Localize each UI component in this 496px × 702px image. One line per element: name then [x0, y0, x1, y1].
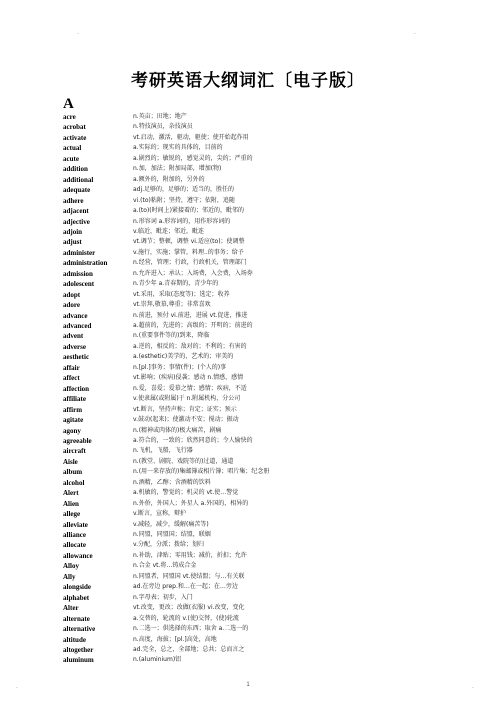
vocab-word: adequate	[63, 186, 91, 195]
vocab-word: affect	[63, 374, 80, 383]
vocab-word: alcohol	[63, 478, 85, 487]
vocab-definition: n.(用一来存放的)集邮簿或相片簿；唱片集；纪念册	[133, 468, 270, 476]
vocab-definition: n.(教堂、剧院、戏院等的)过道，通道	[133, 457, 234, 465]
vocab-word: agreeable	[63, 436, 92, 445]
vocab-definition: n.英亩；田地；地产	[133, 113, 187, 120]
vocab-definition: n.二选一；供选择的东西；取舍 a.二选一的	[133, 625, 249, 633]
vocab-definition: a.剧烈的；敏锐的，感觉灵的，尖的；严重的	[133, 154, 253, 162]
vocab-definition: v.减轻，减少，缓解(痛苦等)	[133, 520, 209, 528]
vocab-definition: a.(to)(时间上)紧接着的；邻近的，毗邻的	[133, 207, 244, 215]
vocab-definition: n.爱，喜爱；爱慕之情；感情；疾病，不适	[133, 384, 247, 392]
vocab-word: adjective	[63, 217, 90, 226]
vocab-word: acre	[63, 113, 76, 121]
vocab-word: additional	[63, 175, 94, 184]
vocab-definition: a.符合的，一致的；欣然同意的；令人愉快的	[133, 436, 253, 444]
vocab-definition: ad.完全，总之，全部地；总共；总而言之	[133, 645, 245, 653]
vocab-word: agitate	[63, 416, 84, 425]
vocab-word: acute	[63, 154, 79, 163]
section-heading: A	[63, 96, 74, 112]
vocab-definition: vt.采用，采取(态度等)；选定；收养	[133, 290, 230, 298]
vocab-definition: vt.调节；整顿，调整 vi.适应(to)；使调整	[133, 238, 245, 246]
vocab-definition: v.鼓动(起来)；使激动不安；搅动；振动	[133, 416, 239, 424]
vocab-word: administer	[63, 248, 96, 257]
corner-mark-top-right: ·	[414, 31, 416, 38]
vocab-definition: n.(aluminium)铝	[133, 656, 182, 664]
vocab-definition: a.逆的，相反的；敌对的；不利的；有害的	[133, 342, 247, 350]
vocab-word: alternative	[63, 625, 96, 634]
vocab-word: administration	[63, 259, 108, 268]
vocab-word: Aisle	[63, 457, 78, 466]
vocab-word: affiliate	[63, 395, 86, 404]
vocab-word: alongside	[63, 583, 92, 592]
corner-mark-bottom-left: ·	[16, 685, 18, 692]
vocab-word: advent	[63, 332, 84, 341]
vocab-word: Alloy	[63, 562, 79, 571]
vocab-word: adopt	[63, 290, 81, 299]
vocab-definition: n.加，加法；附加局部，增加(物)	[133, 165, 222, 173]
vocab-word: addition	[63, 165, 88, 174]
vocab-definition: n.形容词 a.形容词的，用作形容词的	[133, 217, 231, 225]
vocab-word: adjacent	[63, 207, 89, 216]
vocab-word: Alert	[63, 489, 79, 498]
vocab-word: admission	[63, 269, 93, 278]
vocab-definition: n.青少年 a.青春期的，青少年的	[133, 280, 219, 288]
vocab-definition: a.机敏的，警觉的；机灵的 vt.使…警觉	[133, 489, 239, 497]
vocab-definition: a.额外的，附加的，另外的	[133, 175, 205, 183]
vocab-word: adjust	[63, 238, 82, 247]
vocab-definition: vi.(to)粘附；坚持，遵守；依附，追随	[133, 196, 235, 204]
vocab-definition: n.字母表；初步，入门	[133, 593, 193, 601]
vocab-definition: vt.改变，更改；改做(衣服) vi.改变，变化	[133, 604, 245, 612]
corner-mark-bottom-right: ·	[472, 685, 474, 692]
vocab-definition: n.外侨，外国人；外星人 a.外国的，相异的	[133, 499, 249, 507]
vocab-definition: vt.崇拜,敬慕,尊重；非常喜欢	[133, 301, 211, 309]
vocab-definition: n.补助，津贴；零用钱；减价，折扣；允许	[133, 551, 247, 559]
vocab-word: alleviate	[63, 520, 88, 529]
vocab-word: alliance	[63, 531, 86, 539]
vocab-definition: n.高度，海拔；[pl.]高处，高地	[133, 635, 217, 643]
vocab-word: advanced	[63, 322, 92, 330]
vocab-definition: v.临近，毗连；邻近，毗连	[133, 227, 204, 235]
vocab-word: actual	[63, 144, 82, 153]
vocab-definition: n.酒精，乙醇；含酒精的饮料	[133, 478, 211, 486]
vocab-word: alternate	[63, 614, 90, 623]
vocab-definition: ad.在旁边 prep.和…在一起；在…旁边	[133, 583, 238, 591]
vocab-word: adverse	[63, 342, 86, 351]
vocab-definition: a.交替的，轮流的 v.(使)交替，(使)轮流	[133, 614, 239, 622]
vocab-word: affirm	[63, 405, 83, 414]
vocab-word: aircraft	[63, 447, 86, 456]
vocab-word: Alien	[63, 499, 79, 508]
vocab-word: adjoin	[63, 227, 83, 236]
vocab-word: allowance	[63, 551, 93, 560]
vocab-definition: v.施行，实施；掌管，料理..的事务；给予	[133, 248, 244, 256]
vocab-definition: v.分配，分派；拨给；划归	[133, 541, 204, 549]
corner-mark-top-left: ·	[77, 31, 79, 38]
vocab-word: altogether	[63, 645, 94, 654]
vocab-definition: n.前进，预付 vi.前进，进展 vt.促进，推进	[133, 311, 248, 319]
vocab-definition: n.飞机，飞船，飞行器	[133, 447, 193, 455]
page-number: 1	[246, 682, 250, 688]
vocab-definition: n.同盟，同盟国；结盟，联姻	[133, 531, 211, 538]
vocab-word: allocate	[63, 541, 86, 550]
vocab-definition: n.同盟者，同盟国 vt.使结盟；与…有关联	[133, 572, 245, 580]
vocab-definition: n.经营，管理；行政，行政机关，管理部门	[133, 259, 247, 267]
document-title: 考研英语大纲词汇〔电子版〕	[131, 71, 365, 91]
vocab-definition: a.(esthetic)美学的，艺术的；审美的	[133, 353, 234, 361]
vocab-definition: adj.足够的，足够的；适当的，胜任的	[133, 186, 235, 194]
vocab-word: aesthetic	[63, 353, 90, 362]
vocab-word: aluminum	[63, 656, 94, 665]
vocab-word: advance	[63, 311, 88, 320]
vocab-definition: n.合金 vt.将…铸成合金	[133, 562, 197, 570]
vocab-word: agony	[63, 426, 81, 435]
vocab-word: adhere	[63, 196, 84, 205]
vocab-definition: n.允许进入；承认；入场费，入会费，入场券	[133, 269, 253, 277]
vocab-word: affair	[63, 363, 80, 372]
vocab-definition: vt.影响；(疾病)侵袭；感动 n.情感，感情	[133, 374, 244, 382]
vocab-word: activate	[63, 133, 87, 142]
vocab-definition: v.使隶属(或附属)于 n.附属机构，分公司	[133, 395, 241, 403]
vocab-definition: n.[pl.]事务；事情(件)；(个人的)事	[133, 363, 227, 371]
vocab-definition: vt.启动，激活，驱动，驱使；使开始起作用	[133, 133, 249, 141]
vocab-definition: a.超前的，先进的；高级的；开明的；前进的	[133, 322, 253, 329]
vocab-definition: v.断言，宣称，辩护	[133, 510, 186, 518]
vocab-word: altitude	[63, 635, 86, 644]
vocab-definition: n.(精神或肉体的)极大痛苦，剧痛	[133, 426, 222, 434]
vocab-definition: n.特技演员，杂技演员	[133, 123, 193, 131]
vocab-word: alphabet	[63, 593, 90, 602]
vocab-word: Alter	[63, 604, 79, 613]
vocab-word: adore	[63, 301, 80, 310]
vocab-word: adolescent	[63, 280, 95, 289]
vocab-definition: vt.断言，坚持声称；肯定；证实；预示	[133, 405, 237, 413]
vocab-entry	[0, 654, 496, 666]
vocab-word: allege	[63, 510, 81, 519]
vocab-word: album	[63, 468, 83, 477]
vocab-word: Ally	[63, 572, 76, 581]
vocab-definition: n.(重要事件等的)到来，降临	[133, 332, 210, 340]
vocab-word: affection	[63, 384, 90, 393]
vocab-definition: a.实际的；现实的具体的，目前的	[133, 144, 223, 152]
vocab-word: acrobat	[63, 123, 86, 132]
